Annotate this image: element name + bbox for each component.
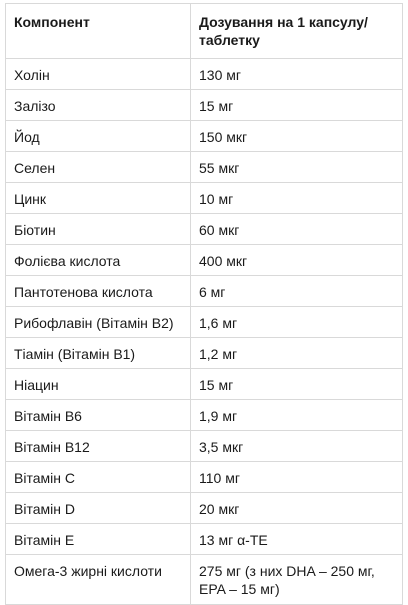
header-dosage: Дозування на 1 капсулу/ таблетку	[191, 4, 403, 59]
table-row	[6, 369, 403, 400]
component-cell: Вітамін B6	[6, 400, 191, 431]
dosage-cell: 15 мг	[191, 369, 403, 400]
table-row	[6, 183, 403, 214]
component-cell: Омега-3 жирні кислоти	[6, 555, 191, 605]
component-cell: Пантотенова кислота	[6, 276, 191, 307]
table-row	[6, 524, 403, 555]
table-row	[6, 121, 403, 152]
table-row	[6, 400, 403, 431]
table-row	[6, 152, 403, 183]
component-cell: Цинк	[6, 183, 191, 214]
table-body	[6, 59, 403, 605]
dosage-cell: 130 мг	[191, 59, 403, 90]
table-row	[6, 555, 403, 605]
dosage-cell: 1,2 мг	[191, 338, 403, 369]
table-row	[6, 307, 403, 338]
table-row	[6, 462, 403, 493]
dosage-cell: 110 мг	[191, 462, 403, 493]
component-cell: Фолієва кислота	[6, 245, 191, 276]
dosage-cell: 10 мг	[191, 183, 403, 214]
dosage-table	[5, 3, 403, 605]
component-cell: Йод	[6, 121, 191, 152]
component-cell: Тіамін (Вітамін B1)	[6, 338, 191, 369]
component-cell: Холін	[6, 59, 191, 90]
dosage-cell: 13 мг α-TE	[191, 524, 403, 555]
component-cell: Селен	[6, 152, 191, 183]
component-cell: Вітамін B12	[6, 431, 191, 462]
dosage-cell: 1,6 мг	[191, 307, 403, 338]
component-cell: Ніацин	[6, 369, 191, 400]
table-row	[6, 431, 403, 462]
component-cell: Залізо	[6, 90, 191, 121]
dosage-cell: 55 мкг	[191, 152, 403, 183]
dosage-cell: 15 мг	[191, 90, 403, 121]
component-cell: Рибофлавін (Вітамін B2)	[6, 307, 191, 338]
dosage-cell: 150 мкг	[191, 121, 403, 152]
dosage-cell: 6 мг	[191, 276, 403, 307]
dosage-cell: 3,5 мкг	[191, 431, 403, 462]
dosage-cell: 400 мкг	[191, 245, 403, 276]
dosage-cell: 1,9 мг	[191, 400, 403, 431]
dosage-cell: 60 мкг	[191, 214, 403, 245]
table-row	[6, 90, 403, 121]
component-cell: Біотин	[6, 214, 191, 245]
component-cell: Вітамін C	[6, 462, 191, 493]
dosage-cell: 20 мкг	[191, 493, 403, 524]
header-row	[6, 4, 403, 59]
table-row	[6, 493, 403, 524]
header-component: Компонент	[6, 4, 191, 59]
component-cell: Вітамін E	[6, 524, 191, 555]
table-row	[6, 276, 403, 307]
table-row	[6, 59, 403, 90]
table-row	[6, 245, 403, 276]
component-cell: Вітамін D	[6, 493, 191, 524]
table-header	[6, 4, 403, 59]
table-row	[6, 338, 403, 369]
dosage-cell: 275 мг (з них DHA – 250 мг, EPA – 15 мг)	[191, 555, 403, 605]
table-row	[6, 214, 403, 245]
